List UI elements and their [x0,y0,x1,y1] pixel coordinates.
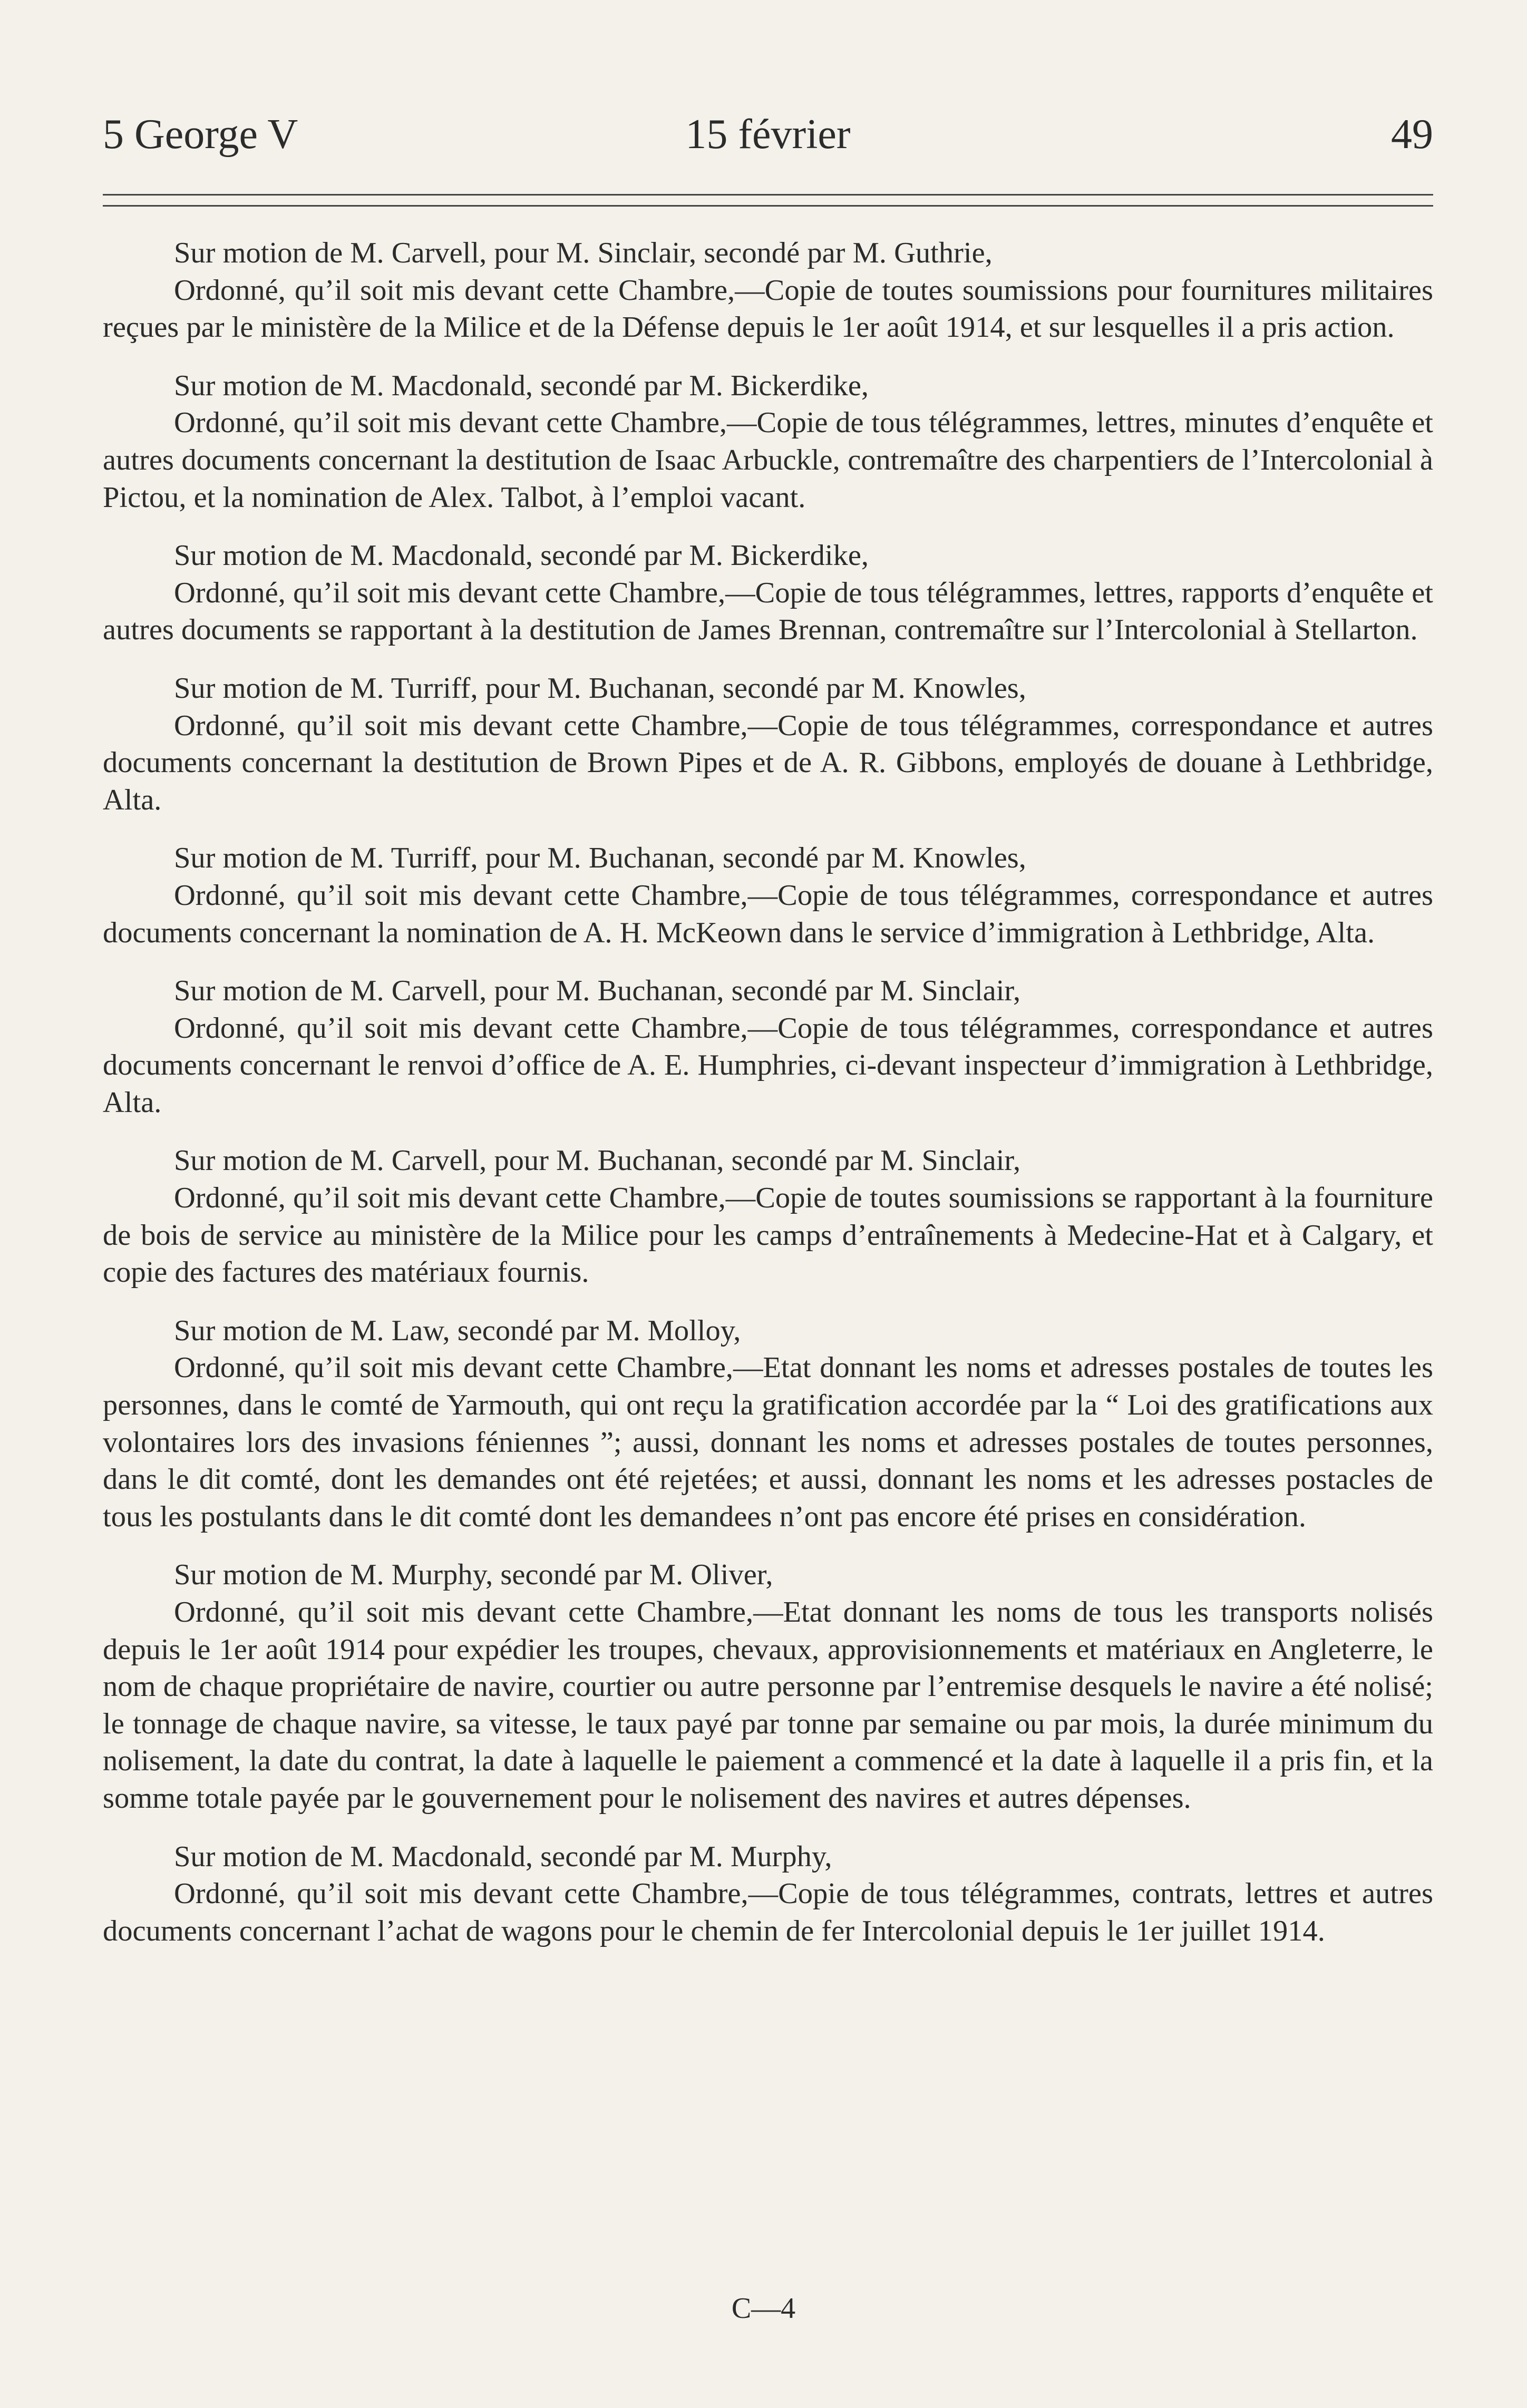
motion-body: Ordonné, qu’il soit mis devant cette Chambre,—Etat donnant les noms et adresses postales de toutes les personnes, dans le comté de Yarmouth, qui ont reçu la gratification accordée par la “ Loi des gratifications aux volontaires lors des invasions féniennes ”; aussi, donnant les noms et adresses postales de toutes personnes, dans le dit comté, dont les demandes ont été rejetées; et aussi, donnant les noms et les adresses postacles de tous les postulants dans le dit comté dont les demandees n’ont pas encore été prises en considération. [103,1351,1433,1533]
motion-lead: Sur motion de M. Carvell, pour M. Buchanan, secondé par M. Sinclair, [174,974,1021,1008]
motion-lead: Sur motion de M. Turriff, pour M. Buchanan, secondé par M. Knowles, [174,671,1026,705]
motion-lead: Sur motion de M. Carvell, pour M. Buchanan, secondé par M. Sinclair, [174,1144,1021,1177]
motion-body: Ordonné, qu’il soit mis devant cette Chambre,—Etat donnant les noms de tous les transports nolisés depuis le 1er août 1914 pour expédier les troupes, chevaux, approvisionnements et matériaux en Angleterre, le nom de chaque propriétaire de navire, courtier ou autre personne par l’entremise desquels le navire a été nolisé; le tonnage de chaque navire, sa vitesse, le taux payé par tonne par semaine ou par mois, la durée minimum du nolisement, la date du contrat, la date à laquelle le paiement a commencé et la date à laquelle il a pris fin, et la somme totale payée par le gouvernement pour le nolisement des navires et autres dépenses. [103,1596,1433,1815]
motion-body: Ordonné, qu’il soit mis devant cette Chambre,—Copie de tous télégrammes, correspondance et autres documents concernant la destitution de Brown Pipes et de A. R. Gibbons, employés de douane à Lethbridge, Alta. [103,709,1433,816]
page-header [103,105,1433,163]
motion-item [103,1142,1433,1291]
motion-item [103,670,1433,818]
motion-item [103,972,1433,1121]
motion-item [103,840,1433,951]
motion-item [103,235,1433,346]
motion-body: Ordonné, qu’il soit mis devant cette Chambre,—Copie de tous télégrammes, lettres, rapports d’enquête et autres documents se rapportant à la destitution de James Brennan, contremaître sur l’Intercolonial à Stellarton. [103,576,1433,647]
motion-item [103,1838,1433,1950]
motion-lead: Sur motion de M. Law, secondé par M. Molloy, [174,1314,741,1347]
signature-mark: C—4 [731,2292,796,2325]
document-body [103,235,1433,1971]
motion-lead: Sur motion de M. Macdonald, secondé par M. Bickerdike, [174,539,869,572]
motion-lead: Sur motion de M. Macdonald, secondé par M. Murphy, [174,1840,832,1873]
header-page-number: 49 [1391,111,1433,158]
motion-body: Ordonné, qu’il soit mis devant cette Chambre,—Copie de tous télégrammes, correspondance et autres documents concernant la nomination de A. H. McKeown dans le service d’immigration à Lethbridge, Alta. [103,879,1433,949]
motion-item [103,367,1433,516]
motion-body: Ordonné, qu’il soit mis devant cette Chambre,—Copie de tous télégrammes, correspondance et autres documents concernant le renvoi d’office de A. E. Humphries, ci-devant inspecteur d’immigration à Lethbridge, Alta. [103,1011,1433,1119]
motion-item [103,1556,1433,1817]
motion-lead: Sur motion de M. Carvell, pour M. Sinclair, secondé par M. Guthrie, [174,237,993,269]
motion-item [103,1312,1433,1536]
motion-body: Ordonné, qu’il soit mis devant cette Chambre,—Copie de toutes soumissions pour fournitures militaires reçues par le ministère de la Milice et de la Défense depuis le 1er août 1914, et sur lesquelles il a pris action. [103,274,1433,344]
motion-lead: Sur motion de M. Macdonald, secondé par M. Bickerdike, [174,369,869,402]
motion-body: Ordonné, qu’il soit mis devant cette Chambre,—Copie de tous télégrammes, contrats, lettres et autres documents concernant l’achat de wagons pour le chemin de fer Intercolonial depuis le 1er juillet 1914. [103,1877,1433,1947]
motion-body: Ordonné, qu’il soit mis devant cette Chambre,—Copie de toutes soumissions se rapportant à la fourniture de bois de service au ministère de la Milice pour les camps d’entraînements à Medecine-Hat et à Calgary, et copie des factures des matériaux fournis. [103,1182,1433,1289]
motion-body: Ordonné, qu’il soit mis devant cette Chambre,—Copie de tous télégrammes, lettres, minutes d’enquête et autres documents concernant la destitution de Isaac Arbuckle, contremaître des charpentiers de l’Intercolonial à Pictou, et la nomination de Alex. Talbot, à l’emploi vacant. [103,406,1433,514]
motion-lead: Sur motion de M. Turriff, pour M. Buchanan, secondé par M. Knowles, [174,842,1026,875]
header-session: 5 George V [103,111,298,158]
motion-item [103,537,1433,649]
header-rule [103,194,1433,207]
header-date: 15 février [685,111,851,158]
motion-lead: Sur motion de M. Murphy, secondé par M. Oliver, [174,1558,773,1592]
